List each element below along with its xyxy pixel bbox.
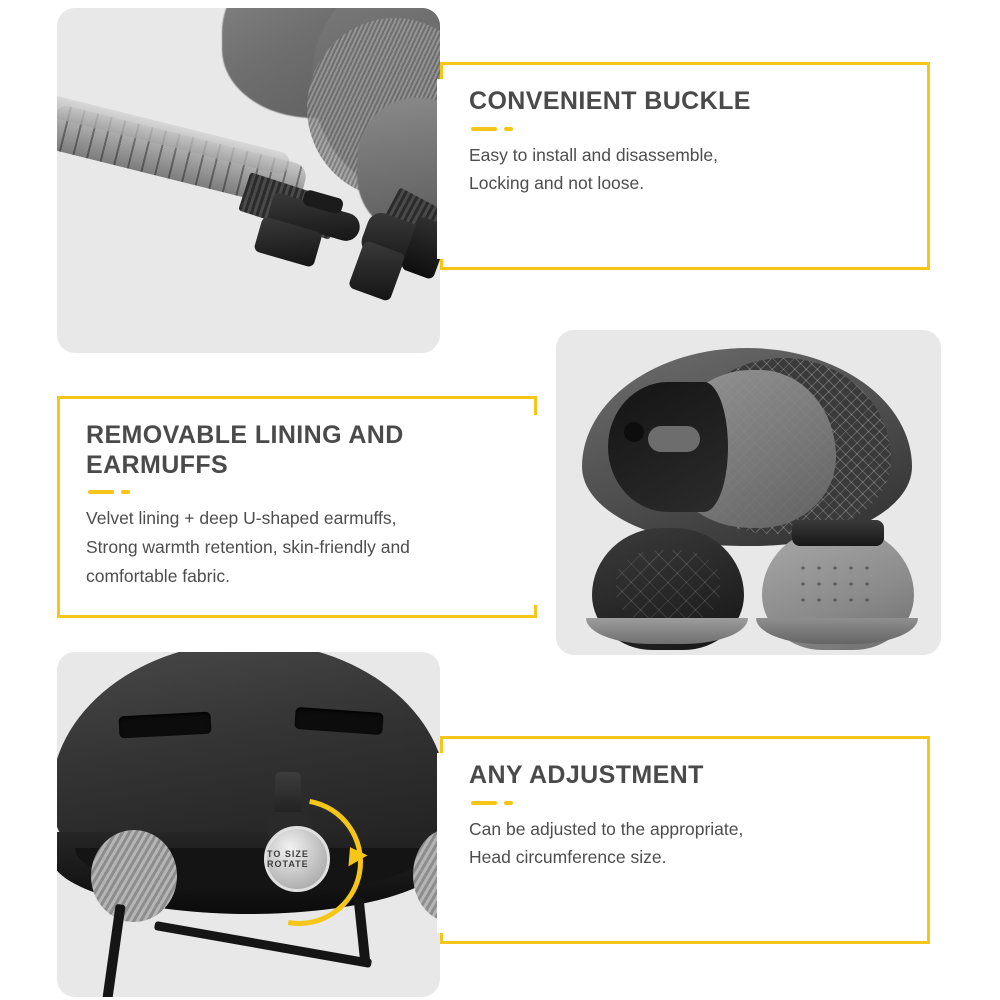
lining-divider — [88, 490, 508, 494]
adjustment-title: ANY ADJUSTMENT — [469, 761, 704, 789]
buckle-body-line-2: Locking and not loose. — [469, 173, 645, 194]
adjustment-photo — [57, 652, 440, 997]
lining-body-line-1: Velvet lining + deep U-shaped earmuffs, — [86, 508, 397, 528]
callout-removable-lining — [57, 396, 537, 618]
lining-title-line-2: EARMUFFS — [86, 450, 229, 479]
buckle-divider — [471, 127, 901, 131]
callout-any-adjustment — [440, 736, 930, 944]
lining-title-line-1: REMOVABLE LINING AND — [86, 421, 404, 449]
lining-body-line-3: comfortable fabric. — [86, 565, 230, 586]
adjustment-body-line-2: Head circumference size. — [469, 847, 667, 868]
adjustment-divider — [471, 801, 901, 805]
buckle-body-line-1: Easy to install and disassemble, — [469, 144, 719, 165]
lining-photo — [556, 330, 941, 655]
adjustment-body-line-1: Can be adjusted to the appropriate, — [469, 818, 744, 839]
callout-convenient-buckle — [440, 62, 930, 270]
buckle-title: CONVENIENT BUCKLE — [469, 87, 751, 115]
buckle-photo — [57, 8, 440, 353]
lining-body-line-2: Strong warmth retention, skin-friendly and — [86, 536, 410, 557]
dial-label: TO SIZE ROTATE — [267, 849, 309, 869]
